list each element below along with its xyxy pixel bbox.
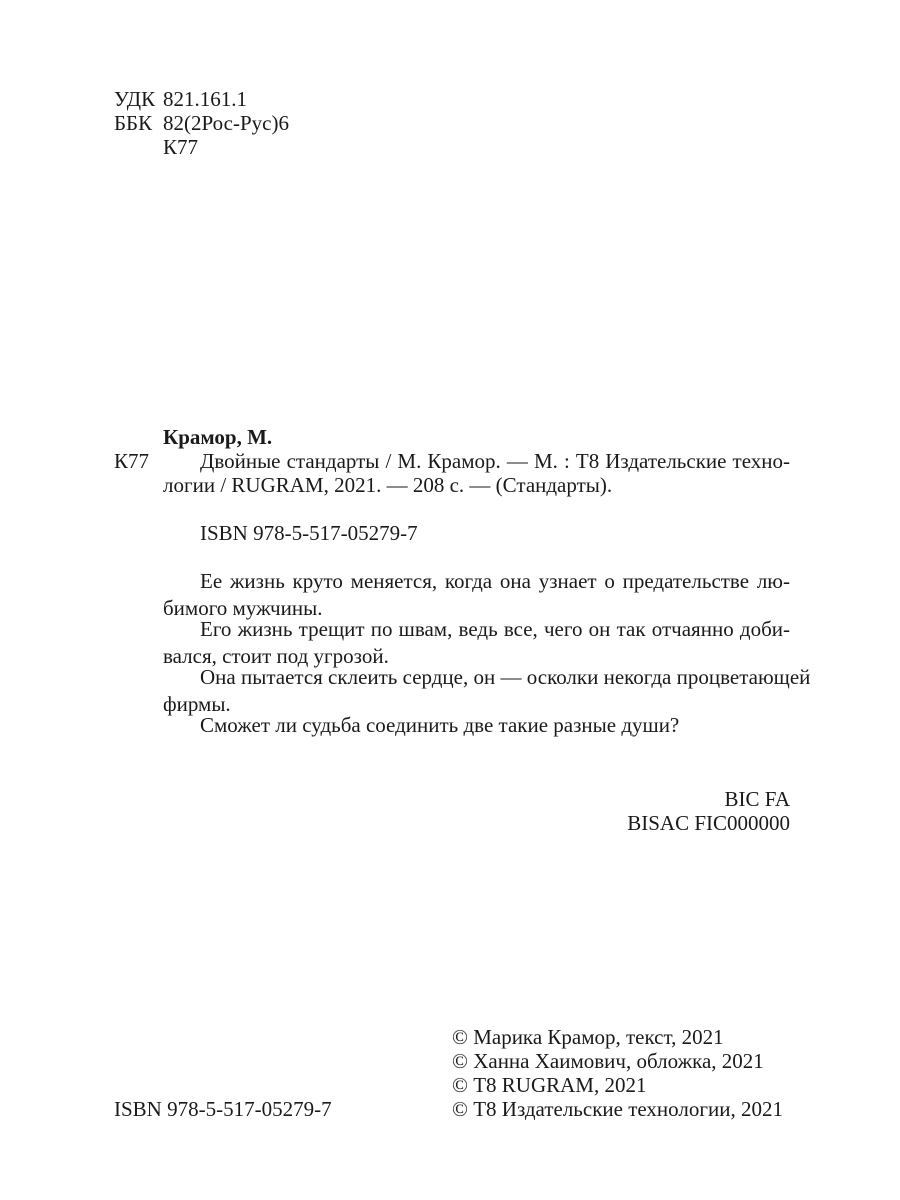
card-description-line-1: Двойные стандарты / М. Крамор. — М. : Т8 Издательские техно- — [200, 449, 790, 473]
annotation-paragraph — [163, 712, 790, 739]
card-code: К77 — [114, 449, 150, 473]
copyright-line: © Марика Крамор, текст, 2021 — [452, 1025, 724, 1049]
bisac-code: BISAC FIC000000 — [627, 811, 790, 835]
card-author: Крамор, М. — [163, 425, 273, 449]
annotation-line: Сможет ли судьба соединить две такие разные души? — [200, 713, 680, 737]
annotation-paragraph — [163, 568, 790, 622]
bbk-value: 82(2Рос-Рус)6 — [163, 111, 289, 135]
bbk-label: ББК — [114, 111, 153, 135]
copyright-line: © Т8 Издательские технологии, 2021 — [452, 1097, 783, 1121]
annotation-paragraph — [163, 664, 811, 718]
udk-label: УДК — [114, 87, 156, 111]
copyright-line: © Ханна Хаимович, обложка, 2021 — [452, 1049, 764, 1073]
annotation-line: Ее жизнь круто меняется, когда она узнает о предательстве лю- — [200, 569, 790, 593]
author-mark: К77 — [163, 135, 199, 159]
udk-value: 821.161.1 — [163, 87, 247, 111]
copyright-line: © Т8 RUGRAM, 2021 — [452, 1073, 647, 1097]
annotation-line: вался, стоит под угрозой. — [163, 644, 389, 668]
annotation-line: фирмы. — [163, 692, 231, 716]
bic-code: BIC FA — [724, 787, 790, 811]
footer-isbn: ISBN 978-5-517-05279-7 — [114, 1097, 332, 1121]
annotation-line: Она пытается склеить сердце, он — осколки некогда процветающей — [200, 665, 811, 689]
annotation-line: бимого мужчины. — [163, 596, 323, 620]
card-isbn: ISBN 978-5-517-05279-7 — [200, 521, 418, 545]
annotation-paragraph — [163, 616, 790, 670]
annotation-line: Его жизнь трещит по швам, ведь все, чего он так отчаянно доби- — [200, 617, 790, 641]
card-description-line-2: логии / RUGRAM, 2021. — 208 с. — (Стандарты). — [163, 473, 613, 497]
